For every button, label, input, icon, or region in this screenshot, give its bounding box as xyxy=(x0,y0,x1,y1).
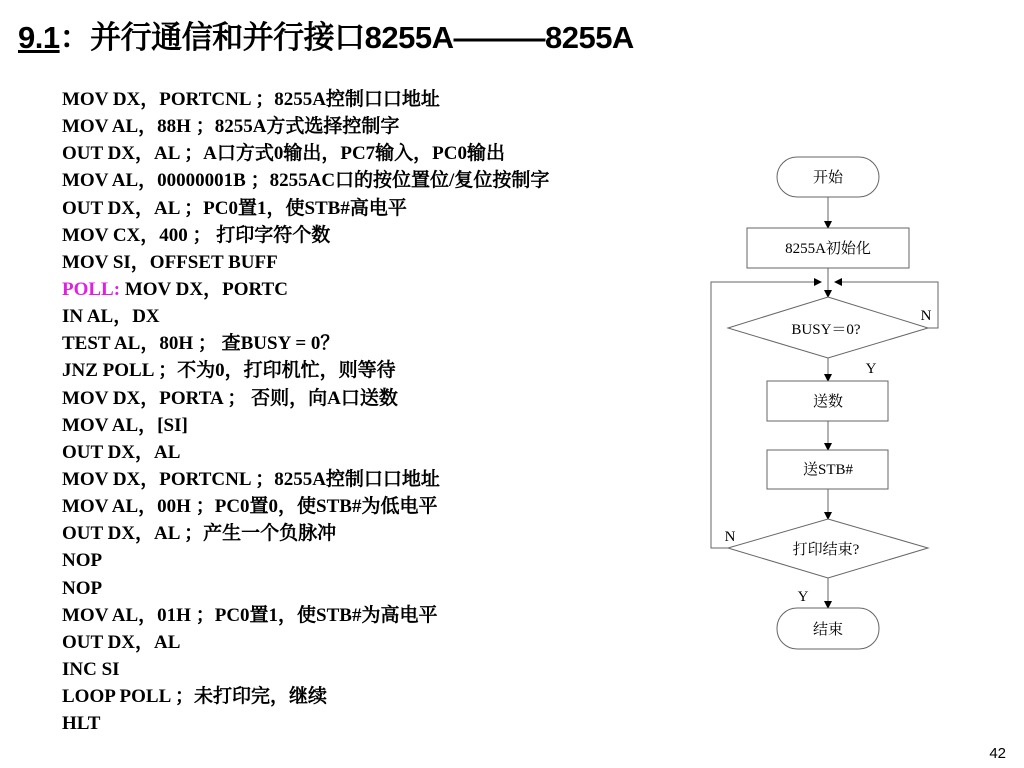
flow-init-label: 8255A初始化 xyxy=(785,241,871,257)
flow-end-label: 结束 xyxy=(812,622,844,638)
title-main: 并行通信和并行接口8255A xyxy=(90,20,454,55)
code-text: OUT DX，AL ；产生一个负脉冲 xyxy=(62,523,337,545)
title-colon: ： xyxy=(59,20,91,55)
flow-done-no-label: N xyxy=(724,529,736,545)
code-text: HLT xyxy=(62,713,101,735)
code-text: TEST AL，80H ； 查BUSY = 0？ xyxy=(62,333,340,355)
code-text: OUT DX，AL ；A口方式0输出，PC7输入，PC0输出 xyxy=(62,143,505,165)
code-text: NOP xyxy=(62,550,103,572)
flow-done-label: 打印结束? xyxy=(792,542,860,558)
code-text: OUT DX，AL xyxy=(62,441,181,463)
title-section-number: 9.1 xyxy=(18,20,60,55)
code-text: MOV CX，400 ； 打印字符个数 xyxy=(62,224,331,246)
code-text: OUT DX，AL xyxy=(62,631,181,653)
code-text: MOV AL，88H ；8255A方式选择控制字 xyxy=(62,116,400,138)
code-text: MOV AL，[SI] xyxy=(62,414,188,436)
code-text: MOV AL，01H ；PC0置1，使STB#为高电平 xyxy=(62,604,438,626)
flow-busy-yes-label: Y xyxy=(865,361,877,377)
flow-send-stb-label: 送STB# xyxy=(802,462,854,478)
code-text: INC SI xyxy=(62,658,120,680)
code-text: MOV SI，OFFSET BUFF xyxy=(62,251,278,273)
code-label: POLL: xyxy=(62,278,121,300)
code-text: MOV DX，PORTA ； 否则，向A口送数 xyxy=(62,387,398,409)
code-text: JNZ POLL ；不为0，打印机忙，则等待 xyxy=(62,360,396,382)
code-text: NOP xyxy=(62,577,103,599)
code-text: MOV AL，00H ；PC0置0，使STB#为低电平 xyxy=(62,496,438,518)
code-text: OUT DX，AL ；PC0置1，使STB#高电平 xyxy=(62,197,407,219)
flow-busy-label: BUSY＝0? xyxy=(791,322,861,338)
flow-send-data-label: 送数 xyxy=(812,394,844,410)
code-text: MOV DX，PORTCNL ；8255A控制口口地址 xyxy=(62,89,440,110)
page-number: 42 xyxy=(989,745,1006,762)
title-dash: ——— xyxy=(453,20,545,55)
code-text: MOV DX，PORTC xyxy=(120,278,288,300)
code-text: MOV AL，00000001B ；8255AC口的按位置位/复位按制字 xyxy=(62,170,550,192)
flow-busy-no-label: N xyxy=(920,308,932,324)
flow-done-yes-label: Y xyxy=(797,589,809,605)
flow-start-label: 开始 xyxy=(812,170,844,186)
code-text: IN AL，DX xyxy=(62,306,160,328)
code-text: MOV DX，PORTCNL ；8255A控制口口地址 xyxy=(62,468,440,490)
title-suffix: 8255A xyxy=(544,20,634,55)
code-text: LOOP POLL ；未打印完，继续 xyxy=(62,686,327,708)
